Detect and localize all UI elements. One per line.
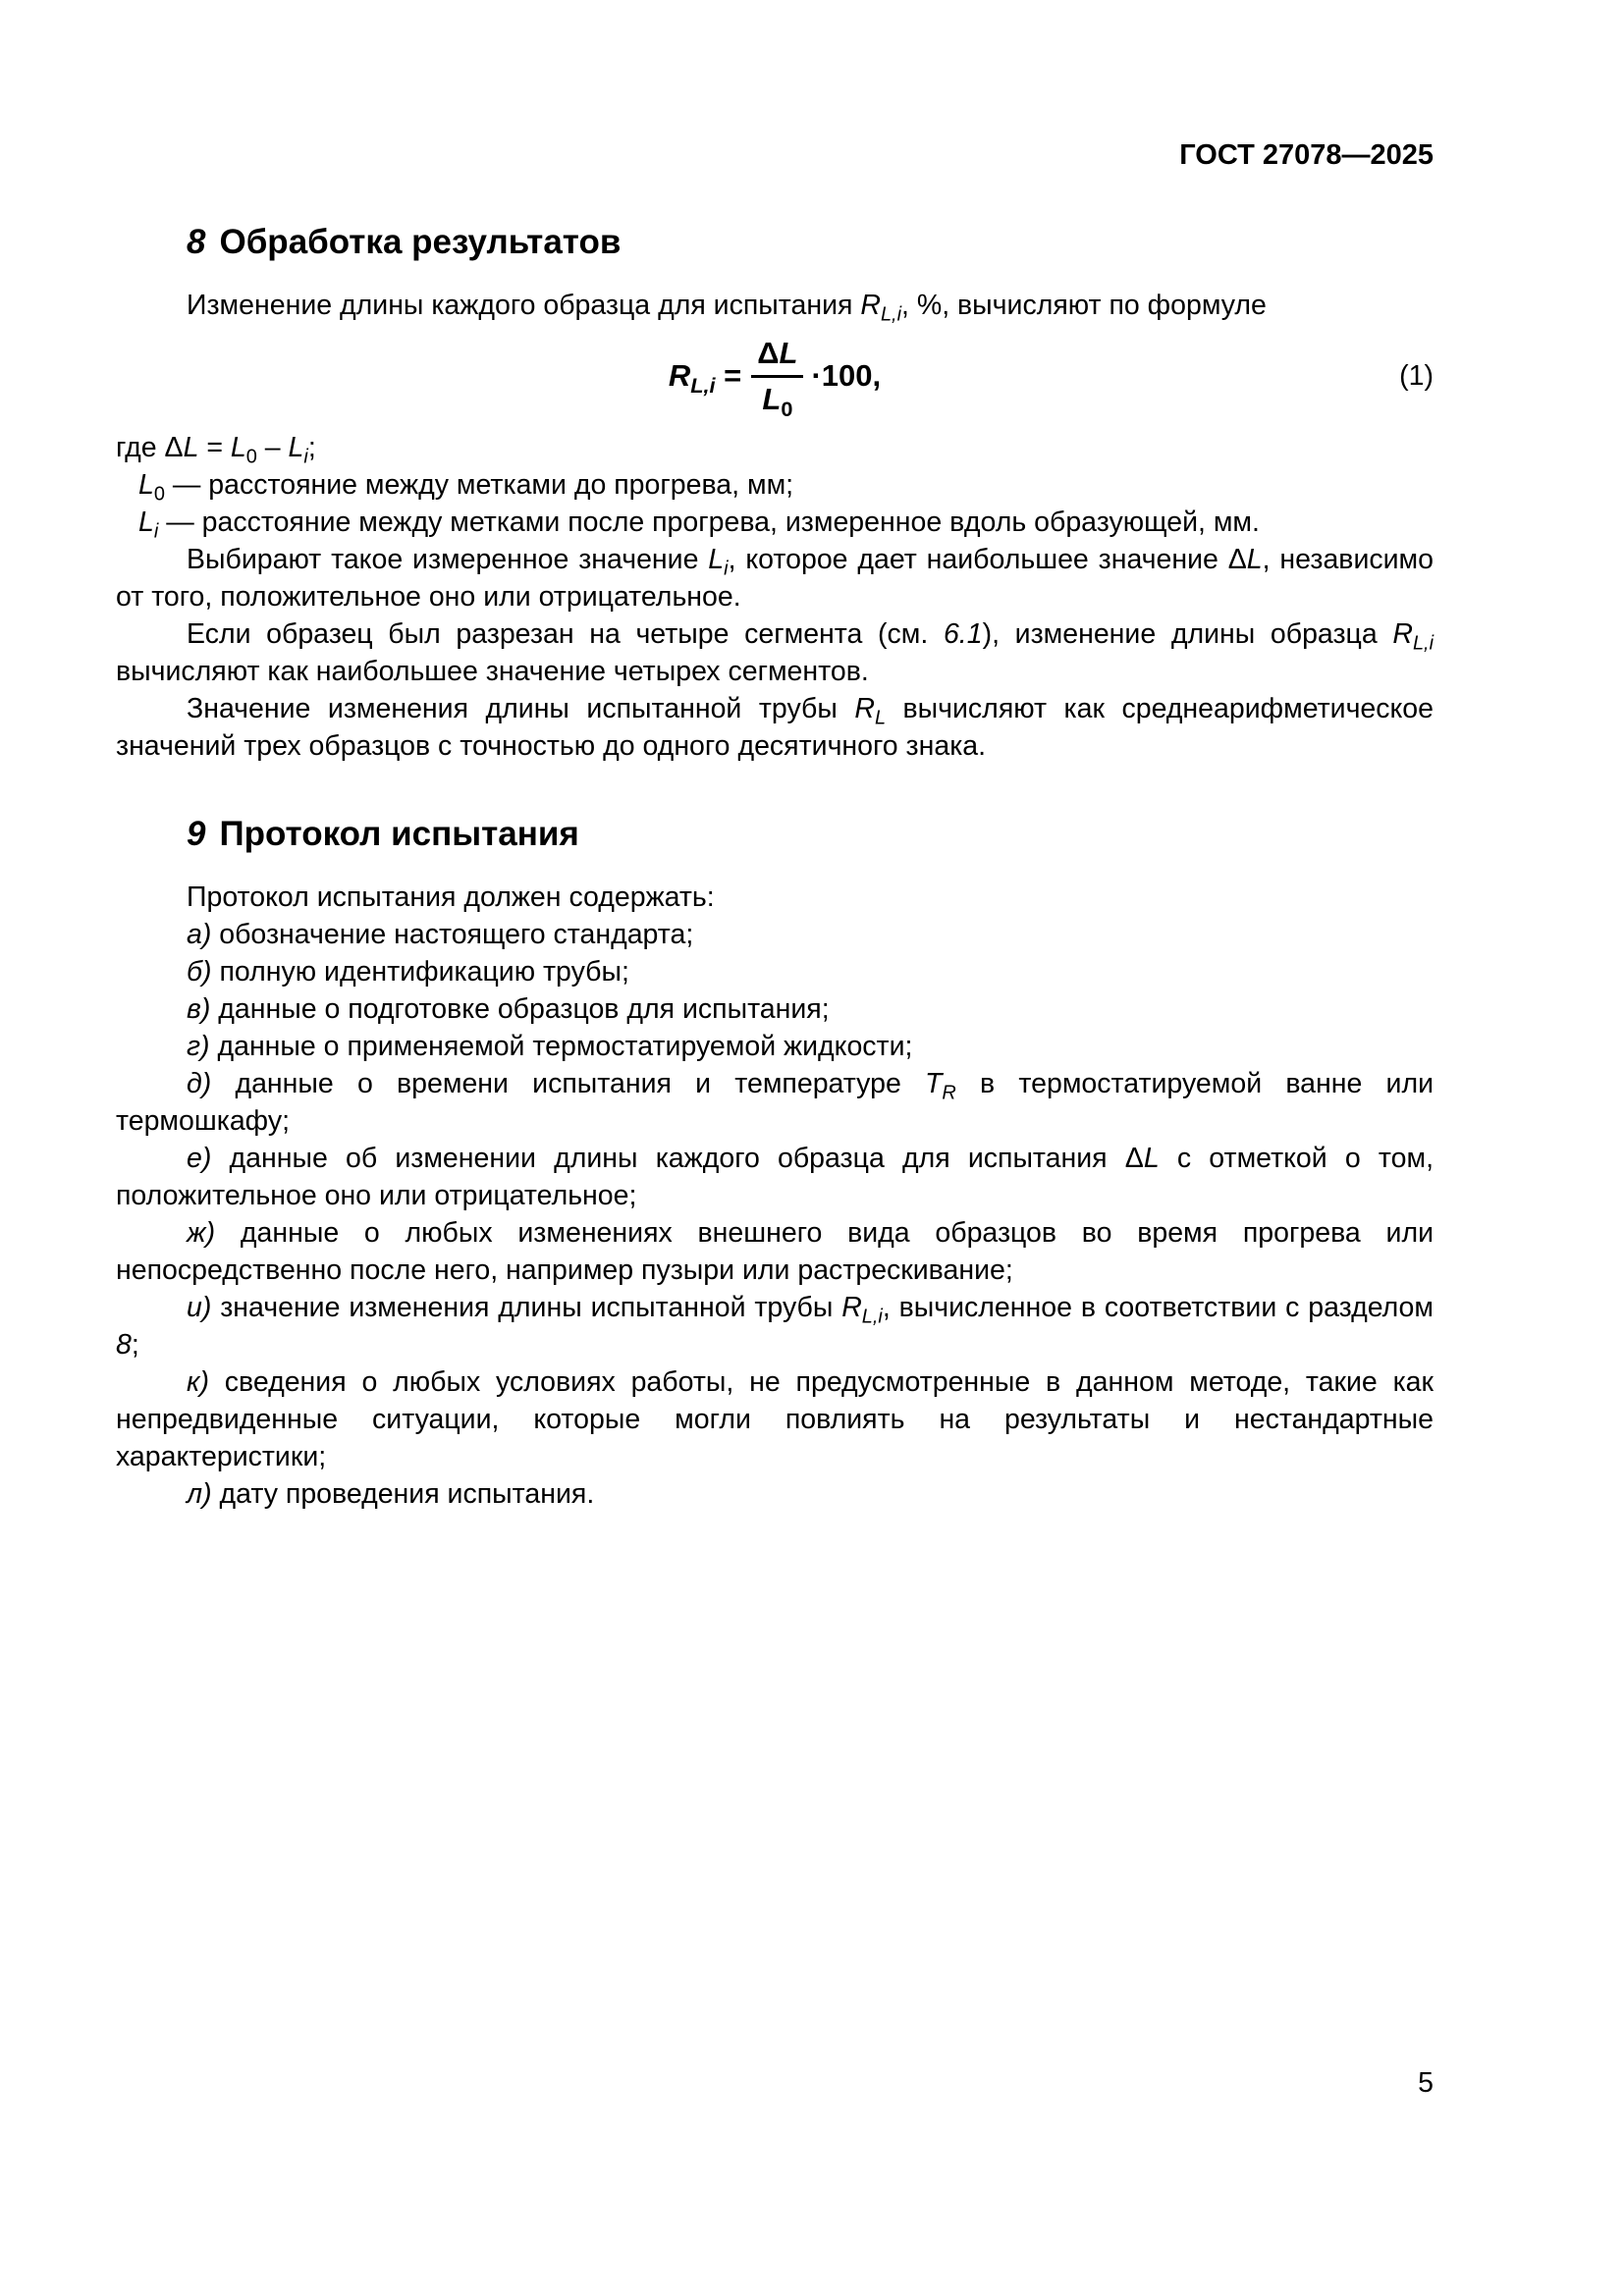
paragraph-segments: Если образец был разрезан на четыре сегмента (см. 6.1), изменение длины образца $R_{L,i}$ вычисляют как наибольшее значение четырех сегментов. <box>116 618 1435 687</box>
formula-lhs: $R_{L,i}$ = <box>668 357 742 398</box>
paragraph-where: где $\Delta L = L_0 - L_i$; <box>116 432 316 468</box>
formula-1 <box>116 334 1434 422</box>
paragraph-choose: Выбирают такое измеренное значение $L_i$, которое дает наибольшее значение ΔL, независимо от того, положительное оно или отрицательное. <box>116 544 1434 613</box>
report-item-d: д) данные о времени испытания и температуре $T_R$ в термостатируемой ванне или термошкафу; <box>116 1068 1434 1137</box>
report-item-i: и) значение изменения длины испытанной трубы $R_{L,i}$, вычисленное в соответствии с разделом 8; <box>116 1292 1435 1361</box>
paragraph-report-intro: Протокол испытания должен содержать: <box>187 881 715 913</box>
section-8-heading <box>187 222 1434 263</box>
report-item-zh: ж) данные о любых изменениях внешнего вида образцов во время прогрева или непосредственно после него, например пузыри или растрескивание; <box>116 1217 1434 1286</box>
section-8-title: Обработка результатов <box>219 223 622 261</box>
page-number: 5 <box>1418 2067 1434 2099</box>
section-8-number: 8 <box>187 223 206 261</box>
report-item-k: к) сведения о любых условиях работы, не предусмотренные в данном методе, такие как непредвиденные ситуации, которые могли повлиять на результаты и нестандартные характеристики; <box>116 1366 1434 1472</box>
definition-li: $L_i$ — расстояние между метками после прогрева, измеренное вдоль образующей, мм. <box>138 507 1260 543</box>
section-9-number: 9 <box>187 815 206 853</box>
report-item-g: г) данные о применяемой термостатируемой жидкости; <box>187 1031 913 1062</box>
definition-l0: $L_0$ — расстояние между метками до прогрева, мм; <box>138 469 794 506</box>
report-item-a: а) обозначение настоящего стандарта; <box>187 919 694 950</box>
report-item-e: е) данные об изменении длины каждого образца для испытания ΔL с отметкой о том, положительное оно или отрицательное; <box>116 1143 1434 1211</box>
standard-designation: ГОСТ 27078—2025 <box>1179 139 1434 171</box>
report-item-b: б) полную идентификацию трубы; <box>187 956 629 988</box>
paragraph-intro: Изменение длины каждого образца для испытания $R_{L,i}$, %, вычисляют по формуле <box>187 290 1267 326</box>
report-item-l: л) дату проведения испытания. <box>187 1478 595 1510</box>
formula-numerator: ΔL <box>751 334 803 378</box>
report-item-v: в) данные о подготовке образцов для испытания; <box>187 993 830 1025</box>
paragraph-mean: Значение изменения длины испытанной трубы $R_L$ вычисляют как среднеарифметическое значений трех образцов с точностью до одного десятичного знака. <box>116 693 1435 762</box>
section-9-title: Протокол испытания <box>219 815 579 853</box>
formula-denominator: $L_0$ <box>762 382 793 422</box>
formula-fraction <box>751 334 803 422</box>
formula-number: (1) <box>1399 359 1434 392</box>
formula-rhs: ·100, <box>811 357 882 393</box>
section-9-heading <box>187 814 1434 855</box>
